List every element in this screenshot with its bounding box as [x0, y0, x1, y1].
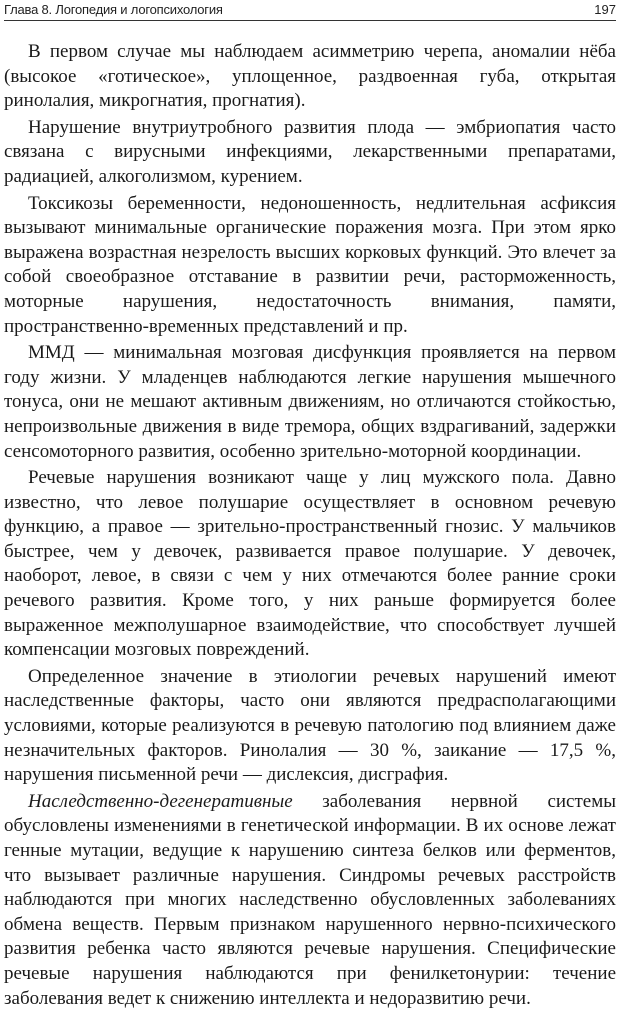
paragraph-text: В первом случае мы наблюдаем асимметрию черепа, аномалии нёба (высокое «готическое», уплощенное, раздвоенная губа, открытая ринолалия, микрогнатия, прогнатия).: [4, 41, 616, 112]
paragraph: [4, 116, 616, 190]
paragraph: [4, 192, 616, 340]
paragraph: [4, 341, 616, 464]
paragraph-text: Определенное значение в этиологии речевых нарушений имеют наследственные факторы, часто они являются предрасполагающими условиями, которые реализуются в речевую патологию под влиянием даже незначительных факторов. Ринолалия — 30 %, заикание — 17,5 %, нарушения письменной речи — дислексия, дисграфия.: [4, 665, 616, 786]
paragraph-text: Токсикозы беременности, недоношенность, недлительная асфиксия вызывают минимальные органические поражения мозга. При этом ярко выражена возрастная незрелость высших корковых функций. Это влечет за собой своеобразное отставание в развитии речи, расторможенность, моторные нарушения, недостаточность внимания, памяти, пространственно-временных представлений и пр.: [4, 192, 616, 337]
paragraph: [4, 40, 616, 114]
paragraph: [4, 466, 616, 663]
paragraph-text: Речевые нарушения возникают чаще у лиц мужского пола. Давно известно, что левое полушарие осуществляет в основном речевую функцию, а правое — зрительно-пространственный гнозис. У мальчиков быстрее, чем у девочек, развивается правое полушарие. У девочек, наоборот, левое, в связи с чем у них отмечаются более ранние сроки речевого развития. Кроме того, у них раньше формируется более выраженное межполушарное взаимодействие, что способствует лучшей компенсации мозговых повреждений.: [4, 467, 616, 661]
paragraph-text: ММД — минимальная мозговая дисфункция проявляется на первом году жизни. У младенцев наблюдаются легкие нарушения мышечного тонуса, они не мешают активным движениям, но отличаются стойкостью, непроизвольные движения в виде тремора, общих вздрагиваний, задержки сенсомоторного развития, особенно зрительно-моторной координации.: [4, 342, 616, 462]
running-header: [4, 2, 616, 21]
paragraph-text: заболевания нервной системы обусловлены изменениями в генетической информации. В их основе лежат генные мутации, ведущие к нарушению синтеза белков или ферментов, что вызывает различные нарушения. Синдромы речевых расстройств наблюдаются при многих наследственно обусловленных заболеваниях обмена веществ. Первым признаком нарушенного нервно-психического развития ребенка часто являются речевые нарушения. Специфические речевые нарушения наблюдаются при фенилкетонурии: течение заболевания ведет к снижению интеллекта и недоразвитию речи.: [4, 790, 616, 1009]
paragraph: [4, 790, 616, 1011]
paragraph: [4, 665, 616, 788]
paragraph-text: Нарушение внутриутробного развития плода — эмбриопатия часто связана с вирусными инфекциями, лекарственными препаратами, радиацией, алкоголизмом, курением.: [4, 116, 616, 187]
body-text: [4, 40, 616, 1013]
emphasized-term: Наследственно-дегенеративные: [28, 790, 293, 812]
page-number: 197: [594, 2, 616, 17]
chapter-title: Глава 8. Логопедия и логопсихология: [4, 2, 223, 17]
